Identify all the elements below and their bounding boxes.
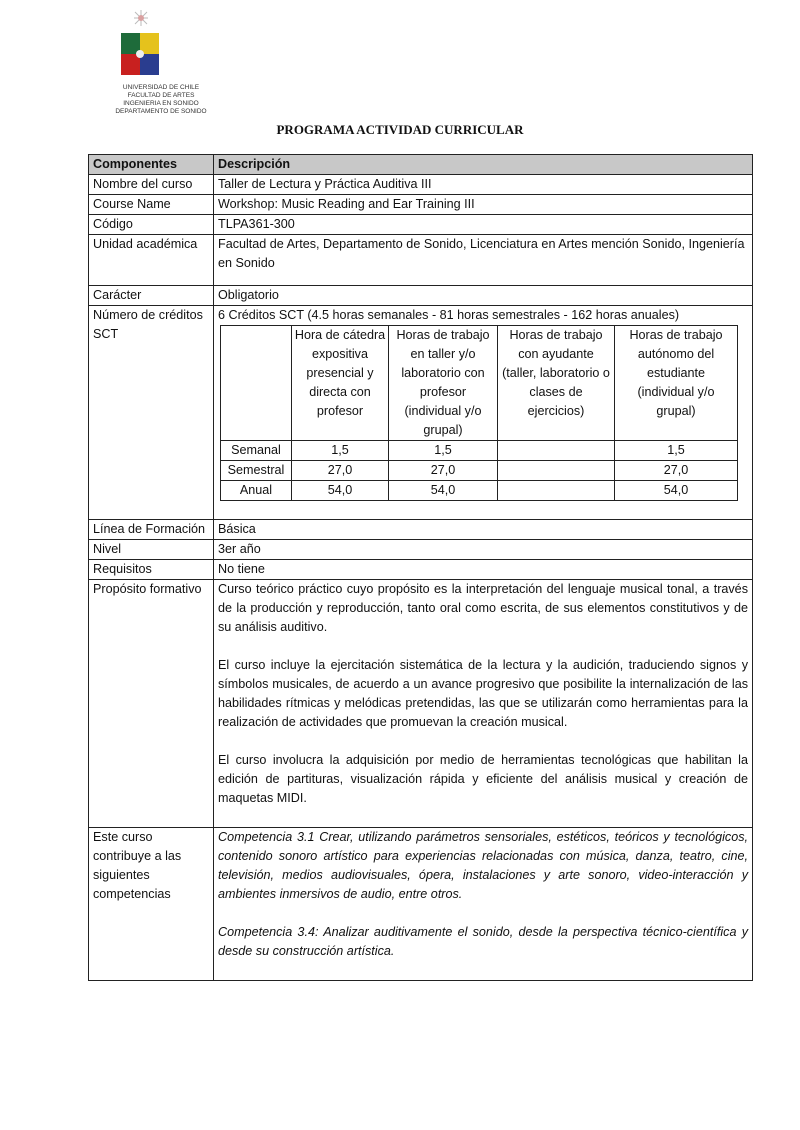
hours-cell: 54,0 — [615, 481, 738, 501]
university-logo — [86, 2, 236, 120]
row-value — [214, 580, 753, 828]
hours-row — [221, 461, 738, 481]
row-label: Course Name — [89, 195, 214, 215]
hours-table — [220, 325, 738, 501]
logo-line: DEPARTAMENTO DE SONIDO — [115, 108, 207, 115]
page-title: PROGRAMA ACTIVIDAD CURRICULAR — [276, 122, 524, 137]
hours-header-cell: Horas de trabajo con ayudante (taller, laboratorio o clases de ejercicios) — [498, 326, 615, 441]
row-value: Workshop: Music Reading and Ear Training III — [214, 195, 753, 215]
header-descripcion: Descripción — [214, 155, 753, 175]
hours-cell: Anual — [221, 481, 292, 501]
paragraph: El curso involucra la adquisición por medio de herramientas tecnológicas que habilitan la edición de partituras, visualización rápida y eficiente del análisis musical y creación de maquetas MIDI. — [218, 753, 748, 805]
table-row — [89, 306, 753, 520]
logo-text — [86, 84, 236, 116]
row-label: Código — [89, 215, 214, 235]
row-label: Línea de Formación — [89, 520, 214, 540]
hours-header-row — [221, 326, 738, 441]
hours-cell — [498, 441, 615, 461]
hours-cell: 1,5 — [389, 441, 498, 461]
paragraph: Curso teórico práctico cuyo propósito es la interpretación del lenguaje musical tonal, a través de la producción y reproducción, tanto oral como escrita, de sus elementos constitutivos y de su análisis auditivo. — [218, 582, 748, 634]
hours-cell: Semestral — [221, 461, 292, 481]
hours-row — [221, 481, 738, 501]
row-value: No tiene — [214, 560, 753, 580]
hours-cell: 1,5 — [292, 441, 389, 461]
row-value: Facultad de Artes, Departamento de Sonido, Licenciatura en Artes mención Sonido, Ingeniería en Sonido — [214, 235, 753, 286]
credits-summary: 6 Créditos SCT (4.5 horas semanales - 81 horas semestrales - 162 horas anuales) — [218, 308, 680, 322]
table-row — [89, 175, 753, 195]
table-header-row — [89, 155, 753, 175]
hours-header-cell: Hora de cátedra expositiva presencial y directa con profesor — [292, 326, 389, 441]
hours-cell: 27,0 — [389, 461, 498, 481]
paragraph: El curso incluye la ejercitación sistemática de la lectura y la audición, traduciendo signos y símbolos musicales, de acuerdo a un avance progresivo que posibilite la internalización de las habilidades rítmicas y melódicas pretendidas, las que se utilizarán como herramientas para la realización de actividades que promuevan la creación musical. — [218, 658, 748, 729]
table-row — [89, 195, 753, 215]
hours-cell: 1,5 — [615, 441, 738, 461]
hours-cell: 27,0 — [292, 461, 389, 481]
row-value: 3er año — [214, 540, 753, 560]
hours-header-cell: Horas de trabajo en taller y/o laboratorio con profesor (individual y/o grupal) — [389, 326, 498, 441]
table-row — [89, 286, 753, 306]
row-value: Taller de Lectura y Práctica Auditiva III — [214, 175, 753, 195]
row-label: Nivel — [89, 540, 214, 560]
paragraph: Competencia 3.1 Crear, utilizando parámetros sensoriales, estéticos, teóricos y tecnológicos, contenido sonoro artístico para experiencias relacionadas con música, danza, teatro, cine, televisión, medios audiovisuales, ópera, instalaciones y arte sonoro, video-interacción y ambientes inmersivos de audio, entre otros. — [218, 830, 748, 901]
row-label: Unidad académica — [89, 235, 214, 286]
program-table — [88, 154, 753, 981]
table-row — [89, 215, 753, 235]
row-label: Carácter — [89, 286, 214, 306]
header-componentes: Componentes — [89, 155, 214, 175]
logo-line: INGENIERIA EN SONIDO — [123, 100, 199, 107]
table-row — [89, 580, 753, 828]
row-label: Número de créditos SCT — [89, 306, 214, 520]
row-label: Requisitos — [89, 560, 214, 580]
logo-line: FACULTAD DE ARTES — [127, 92, 195, 99]
hours-row — [221, 441, 738, 461]
hours-cell: 54,0 — [292, 481, 389, 501]
table-row — [89, 520, 753, 540]
row-value: Obligatorio — [214, 286, 753, 306]
paragraph: Competencia 3.4: Analizar auditivamente el sonido, desde la perspectiva técnico-científica y desde su construcción artística. — [218, 925, 748, 958]
row-label: Propósito formativo — [89, 580, 214, 828]
logo-line: UNIVERSIDAD DE CHILE — [122, 84, 200, 91]
row-label: Nombre del curso — [89, 175, 214, 195]
hours-cell: 54,0 — [389, 481, 498, 501]
row-label: Este curso contribuye a las siguientes competencias — [89, 828, 214, 981]
table-row — [89, 828, 753, 981]
hours-cell: 27,0 — [615, 461, 738, 481]
hours-cell — [498, 461, 615, 481]
row-value: Básica — [214, 520, 753, 540]
table-row — [89, 560, 753, 580]
table-row — [89, 540, 753, 560]
table-row — [89, 235, 753, 286]
row-value: TLPA361-300 — [214, 215, 753, 235]
hours-cell: Semanal — [221, 441, 292, 461]
university-crest-icon — [86, 2, 236, 84]
row-value — [214, 828, 753, 981]
hours-cell — [498, 481, 615, 501]
row-value — [214, 306, 753, 520]
hours-header-cell — [221, 326, 292, 441]
hours-header-cell: Horas de trabajo autónomo del estudiante (individual y/o grupal) — [615, 326, 738, 441]
